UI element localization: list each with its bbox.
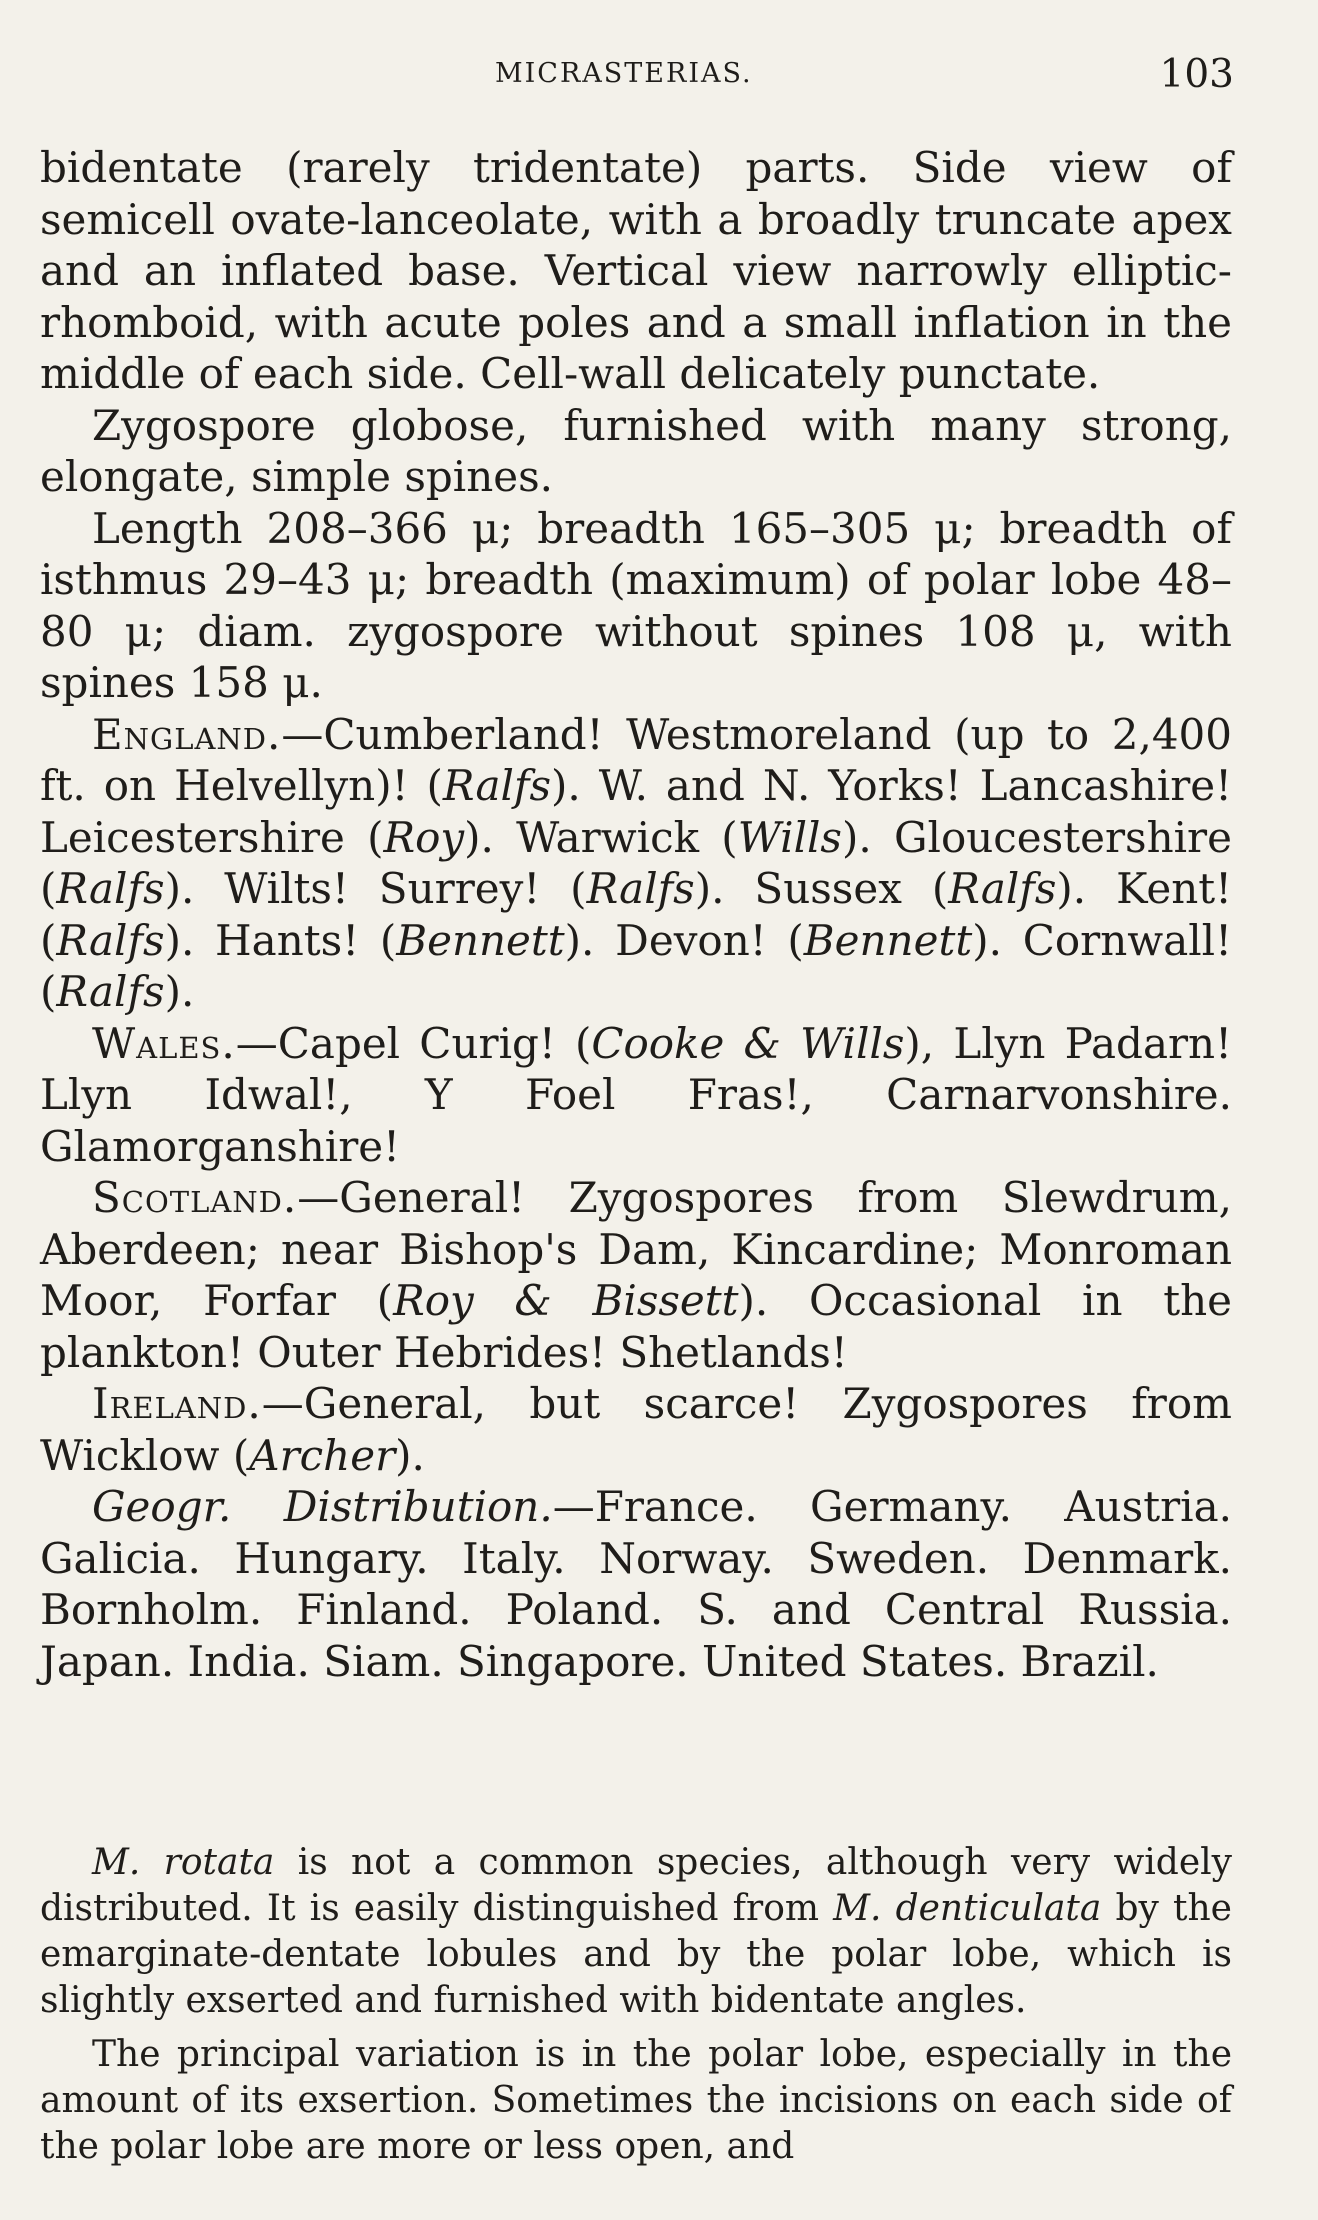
- authority: Archer: [249, 1430, 396, 1480]
- running-head: MICRASTERIAS.: [495, 58, 753, 89]
- authority: Ralfs: [56, 864, 165, 913]
- authority: Ralfs: [948, 864, 1057, 913]
- region-label-wales: Wales.: [92, 1018, 236, 1068]
- page-number: 103: [1159, 52, 1234, 97]
- authority: Ralfs: [586, 864, 695, 913]
- distribution-label: Geogr. Distribution.: [92, 1482, 553, 1531]
- zygospore-paragraph: Zygospore globose, furnished with many strong, elongate, simple spines.: [40, 400, 1232, 501]
- authority: Ralfs: [56, 967, 165, 1016]
- distribution-paragraph: Geogr. Distribution.—France. Germany. Austria. Galicia. Hungary. Italy. Norway. Sweden. Denmark. Bornholm. Finland. Poland. S. and Central Russia. Japan. India. Siam. Singapore. United States. Brazil.: [40, 1482, 1232, 1686]
- authority: Ralfs: [56, 915, 165, 965]
- ireland-paragraph: Ireland.—General, but scarce! Zygospores from Wicklow (Archer).: [40, 1379, 1232, 1480]
- region-label-ireland: Ireland.: [92, 1379, 262, 1428]
- authority: Bennett: [396, 915, 565, 965]
- region-label-england: England.: [92, 709, 282, 759]
- authority: Cooke & Wills: [591, 1018, 905, 1068]
- notes-section: [40, 1840, 1232, 2178]
- species-name: M. denticulata: [833, 1888, 1102, 1929]
- species-name: M. rotata: [92, 1842, 275, 1883]
- region-label-scotland: Scotland.: [92, 1173, 298, 1222]
- main-text: [40, 142, 1232, 1687]
- note-paragraph: The principal variation is in the polar lobe, especially in the amount of its exsertion. Sometimes the incisions on each side of the polar lobe are more or less open, and: [40, 2034, 1232, 2167]
- scotland-paragraph: Scotland.—General! Zygospores from Slewdrum, Aberdeen; near Bishop's Dam, Kincardine; Monroman Moor, Forfar (Roy & Bissett). Occasional in the plankton! Outer Hebrides! Shetlands!: [40, 1173, 1232, 1377]
- dimensions-paragraph: Length 208–366 μ; breadth 165–305 μ; breadth of isthmus 29–43 μ; breadth (maximum) of polar lobe 48–80 μ; diam. zygospore without spines 108 μ, with spines 158 μ.: [40, 503, 1232, 707]
- authority: Wills: [737, 812, 842, 862]
- england-paragraph: England.—Cumberland! Westmoreland (up to 2,400 ft. on Helvellyn)! (Ralfs). W. and N. Yorks! Lancashire! Leicestershire (Roy). Warwick (Wills). Gloucestershire (Ralfs). Wilts! Surrey! (Ralfs). Sussex (Ralfs). Kent! (Ralfs). Hants! (Bennett). Devon! (Bennett). Cornwall! (Ralfs).: [40, 709, 1233, 1016]
- page-header: [40, 52, 1234, 100]
- description-paragraph: bidentate (rarely tridentate) parts. Side view of semicell ovate-lanceolate, with a broadly truncate apex and an inflated base. Vertical view narrowly elliptic-rhomboid, with acute poles and a small inflation in the middle of each side. Cell-wall delicately punctate.: [40, 143, 1232, 398]
- authority: Roy & Bissett: [393, 1276, 739, 1325]
- authority: Ralfs: [442, 761, 552, 810]
- authority: Roy: [383, 812, 465, 862]
- wales-paragraph: Wales.—Capel Curig! (Cooke & Wills), Llyn Padarn! Llyn Idwal!, Y Foel Fras!, Carnarvonshire. Glamorganshire!: [40, 1018, 1232, 1171]
- authority: Bennett: [803, 915, 973, 965]
- note-paragraph: M. rotata is not a common species, although very widely distributed. It is easily distinguished from M. denticulata by the emarginate-dentate lobules and by the polar lobe, which is slightly exserted and furnished with bidentate angles.: [40, 1842, 1232, 2021]
